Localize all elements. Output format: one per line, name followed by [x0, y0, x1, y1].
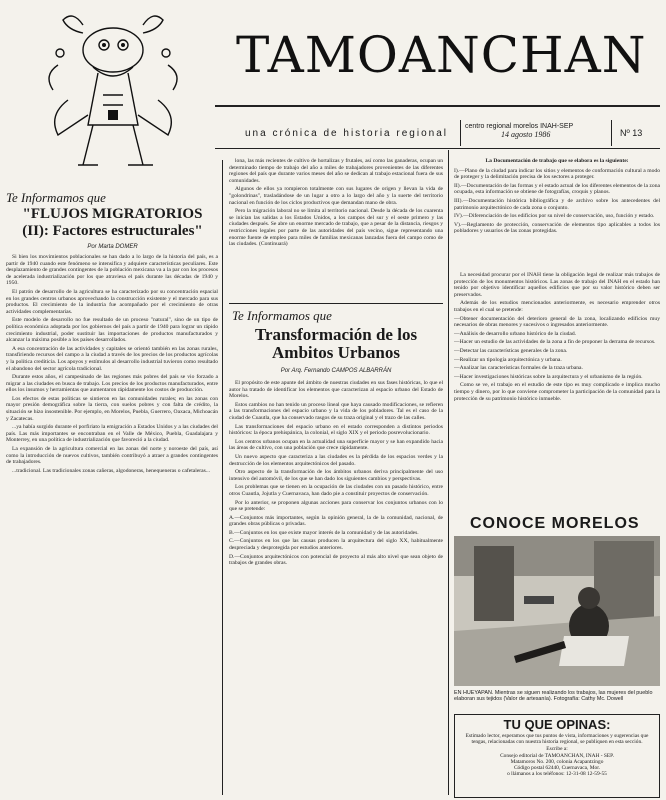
hueyapan-photo [454, 536, 660, 686]
right-bullet: —Obtener documentación del deterioro general de la zona, localizando edificios muy necesarios de obras menores y sucesivos o ingresados anteriormente. [454, 315, 660, 329]
middle-article-body [229, 380, 443, 795]
tu-que-opinas-text: Estimado lector, esperamos que tus puntos de vista, informaciones y sugerencias que tengas, relacionadas con nuestra historia regional, se publiquen en esta sección. [465, 733, 649, 746]
left-paragraph: Este modelo de desarrollo no fue resultado de un proceso "natural", sino de un tipo de política económica adoptada por los gobiernos del país a partir de 1940 para lograr un rápido crecimiento industrial, poder sustituir las importaciones de productos manufacturados y alcanzar la máxima posible a los países desarrollados. [6, 317, 218, 344]
middle-byline: Por Arq. Fernando CAMPOS ALBARRÁN [280, 368, 392, 374]
masthead-date: 14 agosto 1986 [501, 130, 551, 139]
codex-figure-illustration [38, 5, 188, 180]
right-doc-section [454, 158, 660, 268]
left-paragraph: Si bien los movimientos poblacionales se han dado a lo largo de la historia del país, es a partir de 1940 cuando este fenómeno se intensifica y adquiere características peculiares. Este desplazamiento de grandes contingentes de la población mexicana va a la par con los procesos de acelerada industrialización por los que atraviesa el país durante las décadas de 1940 y 1950. [6, 254, 218, 287]
right-bullet: —Realizar un tipología arquitectónica y urbana. [454, 356, 562, 363]
address-line: Código postal 62440, Cuernavaca, Mor. [513, 765, 601, 772]
right-doc-head: La Documentación de trabajo que se elabora es la siguiente: [485, 158, 629, 164]
right-bullet: —Hacer un estudio de las actividades de la zona a fin de proponer la derrama de recursos. [454, 339, 656, 346]
middle-continuation-paragraph: lona, las más recientes de cultivo de hortalizas y frutales, así como las ganaderas, ocupan un determinado tiempo de trabajo del año a miles de trabajadores provenientes de las diferentes regiones del país que durante varios meses del año se dedican al trabajo estacional fuera de sus comunidades. [229, 158, 443, 184]
right-doc-item: V).—Reglamento de protección, conservación de elementos tipo aplicables a todos los pobladores y usuarios de las zonas protegidas. [454, 221, 660, 235]
address-line: o llámanos a los teléfonos: 12-31-08 12-59-55 [507, 771, 607, 778]
middle-paragraph: Un nuevo aspecto que caracteriza a las ciudades es la pérdida de los espacios verdes y la destrucción de los elementos arquitectónicos del pasado. [229, 453, 443, 467]
middle-continuation [229, 158, 443, 298]
tu-que-opinas-box [454, 714, 660, 798]
right-bullet: —Analizar las características formales de la traza urbana. [454, 365, 583, 372]
right-bullet: —Hacer investigaciones históricas sobre la arquitectura y el urbanismo de la región. [454, 373, 643, 380]
right-closing: Como se ve, el trabajo en el estudio de este tipo es muy complicado e implica mucho tiempo y dinero, por lo que conviene comprometer la participación de la comunidad para la protección de su patrimonio histórico inmueble. [454, 382, 660, 402]
middle-continuation-paragraph: Pero la migración laboral no se limita al territorio nacional. Desde la década de los cuarenta se inician las salidas a los Estados Unidos, a los campos del sur y el oeste primero y las ciudades después. Se abre un enorme mercado de trabajo, que a pesar de la distancia, riesgos y restricciones legales por parte de las autoridades del país vecino, sigue representando una enorme fuente de empleo para miles de familias mexicanas lanzadas fuera del campo como de las ciudades. (Continuará) [229, 208, 443, 248]
address-line: Escribe a: [546, 746, 568, 753]
right-doc-item: IV).—Diferenciación de los edificios por su nivel de conservación, uso, función y estado. [454, 213, 655, 220]
masthead-rule-bottom [215, 148, 660, 149]
left-headline: "FLUJOS MIGRATORIOS (II): Factores estructurales" [22, 206, 203, 239]
right-bullet: —Análisis de desarrollo urbano histórico de la ciudad. [454, 330, 577, 337]
address-line: Matamoros No. 200, colonia Acapantzingo [510, 758, 604, 765]
right-paragraph: La necesidad procurar por el INAH tiene la obligación legal de realizar más trabajos de protección de los monumentos históricos. Las zonas de trabajo del INAH en el estado han tenido por objetivo identificar aquellos edificios que por su valor histórico deben ser preservados. [454, 272, 660, 298]
left-section-label: Te Informamos que [6, 190, 106, 205]
tu-que-opinas-title: TU QUE OPINAS: [503, 717, 611, 732]
middle-continuation-paragraph: Algunos de ellos ya rompieron totalmente con sus lugares de origen y llevan la vida de "golondrinas", trasladándose de un lugar a otro a lo largo del año y la suerte del territorio nacional en función de los ciclos productivos que demandan mano de obra. [229, 186, 443, 206]
masthead-center-box [460, 120, 612, 146]
left-paragraph: Los efectos de estas políticas se sintieron en las comunidades rurales; en las zonas con mayor presión demográfica sobre la tierra, con suelos pobres y con falta de crédito, la situación se hizo insostenible. Por ejemplo, en Morelos, Puebla, Guerrero, Oaxaca, Michoacán y Zacatecas. [6, 395, 218, 422]
left-paragraph: ...tradicional. Las tradicionales zonas cañeras, algodoneras, henequeneras o cafetaleras... [12, 467, 211, 474]
left-paragraph: Durante estos años, el campesinado de las regiones más pobres del país se vio forzado a migrar a las ciudades en busca de trabajo. Los precios de los productos manufacturados, entre ellos los insumos y herramientas que aumentaron rápidamente los costos de producción. [6, 374, 218, 394]
middle-list-item: C.—Conjuntos en los que las causas producen la arquitectura del siglo XX, habitualmente despreciada y desprotegida por estudios anteriores. [229, 538, 443, 552]
middle-list-item: B.—Conjuntos en los que existe mayor interés de la comunidad y de las autoridades. [229, 529, 419, 536]
middle-list-item: D.—Conjuntos arquitectónicos con potencial de proyecto al más alto nivel que sean objeto de trabajos de grandes obras. [229, 553, 443, 567]
right-doc-item: II).—Documentación de las formas y el estado actual de los diferentes elementos de la zona ocupada, esta información se obtiene de fotografías, croquis y planos. [454, 182, 660, 196]
conoce-morelos-heading: CONOCE MORELOS [470, 515, 640, 532]
left-paragraph: ...ya había surgido durante el porfiriato la emigración a Estados Unidos y a las ciudades del país. Las más importantes se encontraban en el Valle de México, Puebla, Guadalajara y Monterrey, en una política de industrialización que favoreció a la ciudad. [6, 424, 218, 444]
right-paragraph: Además de los estudios mencionados anteriormente, es necesario emprender otros trabajos en el cual se pretende: [454, 300, 660, 313]
middle-paragraph: El propósito de este apunte del ámbito de nuestras ciudades en sus fases históricas, lo que el autor ha tratado de identificar los elementos que caracterizan al espacio urbano del Estado de Morelos. [229, 380, 443, 400]
right-article-body [454, 272, 660, 497]
column-rule-1 [222, 160, 223, 795]
column-rule-2 [448, 150, 449, 795]
issue-number: Nº 13 [620, 128, 643, 138]
middle-paragraph: Otro aspecto de la transformación de los ámbitos urbanos deriva principalmente del uso intensivo del automóvil, de los que se han dado los siguientes cambios y perspectivas. [229, 469, 443, 482]
left-paragraph: La expansión de la agricultura comercial en las zonas del norte y noroeste del país, así como la introducción de nuevos cultivos, también contribuyó a atraer a grandes contingentes de trabajadores. [6, 446, 218, 466]
right-doc-item: I).—Plano de la ciudad para indicar los sitios y elementos de conformación cultural a modo de proteger y la delimitación precisa de los sectores a proteger. [454, 167, 660, 181]
middle-paragraph: Los problemas que se tienen en la ocupación de las ciudades con un pasado histórico, entre otros Cuautla, Jojutla y Cuernavaca, han dado pie a constituir proyectos de conservación. [229, 484, 443, 497]
middle-list-item: A.—Conjuntos más importantes, según la opinión general, la de la comunidad, nacional, de grandes obras públicas o privadas. [229, 514, 443, 528]
left-byline: Por Marta DOMER [87, 244, 138, 250]
masthead-rule-top [215, 105, 660, 107]
middle-paragraph: Las transformaciones del espacio urbano en el estado corresponden a distintos periodos históricos: la época prehispánica, la colonial, el siglo XIX y el periodo posrevolucionario. [229, 423, 443, 437]
right-bullet: —Detectar las características generales de la zona. [454, 347, 568, 354]
masthead-subtitle: una crónica de historia regional [245, 128, 448, 139]
middle-headline: Transformación de los Ambitos Urbanos [254, 325, 418, 362]
left-article-body [6, 254, 218, 796]
middle-paragraph: Estos cambios no han tenido un proceso lineal que haya causado modificaciones, se refieren a las transformaciones del espacio urbano y la vida de los pobladores. Tal es el caso de la ciudad de Cuautla, que ha conservado rasgos de su traza original y el trazo de las calles. [229, 401, 443, 421]
middle-section-label: Te Informamos que [232, 308, 332, 323]
masthead-center: centro regional morelos INAH-SEP [465, 123, 574, 130]
left-paragraph: A esa concentración de las actividades y capitales se orientó también en las zonas rurales, transfiriendo recursos del campo a la ciudad a través de los precios de los productos agrícolas y la política crediticia. Los apoyos y estímulos al desarrollo industrial tuvieron como resultado el abandono del sector agrícola tradicional. [6, 345, 218, 372]
masthead-title: TAMOANCHAN [236, 26, 647, 84]
middle-paragraph: Por lo anterior, se proponen algunas acciones para conservar los conjuntos urbanos con lo que se pretende: [229, 499, 443, 513]
address-line: Consejo editorial de TAMOANCHAN, INAH - SEP. [500, 752, 614, 759]
right-doc-item: III).—Documentación histórica bibliográfica y de archivo sobre los antecedentes del patrimonio arquitectónico de cada zona o conjunto. [454, 197, 660, 211]
middle-paragraph: Los centros urbanos ocupan en la actualidad una superficie mayor y se han expandido hacia las áreas de cultivo, con una población que crece rápidamente. [229, 438, 443, 452]
middle-divider [229, 303, 443, 304]
photo-caption: EN HUEYAPAN. Mientras se siguen realizando los trabajos, las mujeres del pueblo elaboran sus tejidos (Valor de artesanía). Fotografía: Cathy Mc. Dowell [454, 690, 653, 703]
left-paragraph: El patrón de desarrollo de la agricultura se ha caracterizado por su concentración espacial en los grandes centros urbanos aprovechando la construcción existente y el mercado para sus productos. El crecimiento de la industria fue acompañado por el crecimiento de otras actividades complementarias. [6, 288, 218, 315]
